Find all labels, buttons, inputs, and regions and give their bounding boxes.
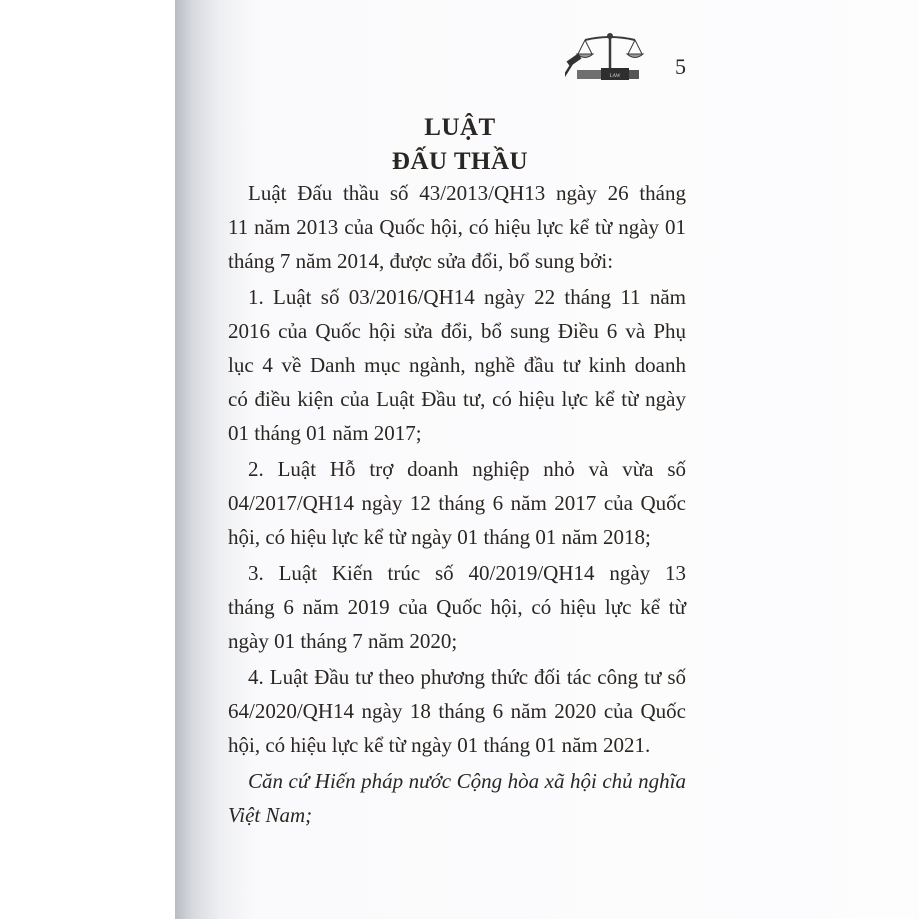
preamble-paragraph	[228, 764, 686, 832]
scales-of-justice-gavel-icon	[565, 30, 655, 82]
paragraph	[228, 280, 686, 450]
text-line: 04/2017/QH14 ngày 12 tháng 6 năm 2017 của Quốc	[228, 491, 686, 515]
text-line: lục 4 về Danh mục ngành, nghề đầu tư kinh doanh	[228, 353, 686, 377]
page-number: 5	[675, 54, 686, 79]
paragraph	[228, 556, 686, 658]
text-line: Việt Nam;	[228, 803, 313, 827]
text-line: tháng 7 năm 2014, được sửa đổi, bổ sung bởi:	[228, 249, 614, 273]
text-line: có điều kiện của Luật Đầu tư, có hiệu lực kể từ ngày	[228, 387, 686, 411]
text-line: 3. Luật Kiến trúc số 40/2019/QH14 ngày 13	[248, 561, 686, 585]
paragraph	[228, 176, 686, 278]
text-line: Luật Đấu thầu số 43/2013/QH13 ngày 26 tháng	[248, 181, 686, 205]
text-line: 11 năm 2013 của Quốc hội, có hiệu lực kể từ ngày 01	[228, 215, 686, 239]
text-line: 1. Luật số 03/2016/QH14 ngày 22 tháng 11 năm	[248, 285, 686, 309]
text-line: 2. Luật Hỗ trợ doanh nghiệp nhỏ và vừa số	[248, 457, 686, 481]
text-line: ngày 01 tháng 7 năm 2020;	[228, 629, 458, 653]
text-line: hội, có hiệu lực kể từ ngày 01 tháng 01 năm 2021.	[228, 733, 651, 757]
law-subtitle: ĐẤU THẦU	[391, 148, 529, 175]
logo-label: LAW	[609, 74, 621, 79]
text-line: 64/2020/QH14 ngày 18 tháng 6 năm 2020 của Quốc	[228, 699, 686, 723]
text-line: hội, có hiệu lực kể từ ngày 01 tháng 01 năm 2018;	[228, 525, 651, 549]
text-line: 4. Luật Đầu tư theo phương thức đối tác công tư số	[248, 665, 686, 689]
text-line: 01 tháng 01 năm 2017;	[228, 421, 422, 445]
paragraph	[228, 660, 686, 762]
text-line: tháng 6 năm 2019 của Quốc hội, có hiệu lực kể từ	[228, 595, 686, 619]
law-title: LUẬT	[424, 114, 496, 141]
text-line: 2016 của Quốc hội sửa đổi, bổ sung Điều 6 và Phụ	[228, 319, 686, 343]
text-line: Căn cứ Hiến pháp nước Cộng hòa xã hội chủ nghĩa	[248, 769, 686, 793]
paragraph	[228, 452, 686, 554]
document-body	[228, 176, 686, 833]
